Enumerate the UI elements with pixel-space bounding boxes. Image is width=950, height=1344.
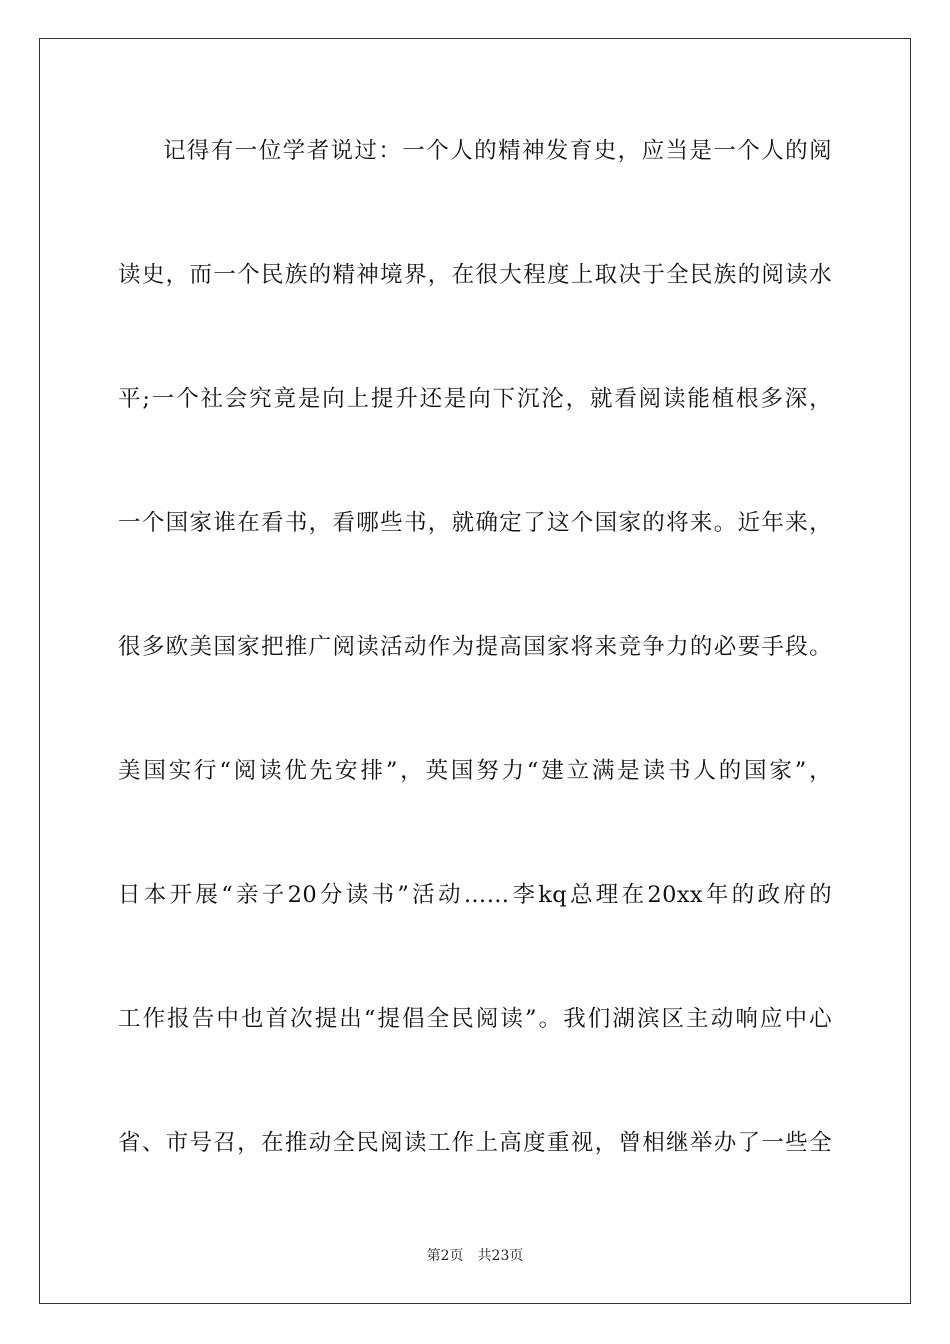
page-suffix: 页 [449, 1248, 464, 1264]
paragraph-line-5: 很多欧美国家把推广阅读活动作为提高国家将来竞争力的必要手段。 [118, 634, 832, 660]
paragraph-line-6: 美国实行“阅读优先安排”，英国努力“建立满是读书人的国家”， [118, 758, 832, 784]
paragraph-line-8: 工作报告中也首次提出“提倡全民阅读”。我们湖滨区主动响应中心 [118, 1006, 832, 1032]
paragraph-line-1: 记得有一位学者说过：一个人的精神发育史，应当是一个人的阅 [163, 138, 832, 164]
total-prefix: 共 [477, 1248, 492, 1264]
page-number: 2 [440, 1248, 450, 1264]
total-pages: 23 [491, 1248, 510, 1264]
page-prefix: 第 [426, 1248, 441, 1264]
paragraph-line-4: 一个国家谁在看书，看哪些书，就确定了这个国家的将来。近年来， [118, 510, 832, 536]
page-border [39, 38, 911, 1304]
paragraph-line-7: 日本开展“亲子20分读书”活动……李kq总理在20xx年的政府的 [118, 882, 832, 908]
paragraph-line-2: 读史，而一个民族的精神境界，在很大程度上取决于全民族的阅读水 [118, 262, 832, 288]
page-footer [0, 1246, 950, 1266]
paragraph-line-3: 平;一个社会究竟是向上提升还是向下沉沦，就看阅读能植根多深， [118, 386, 832, 412]
paragraph-line-9: 省、市号召，在推动全民阅读工作上高度重视，曾相继举办了一些全 [118, 1130, 832, 1156]
total-suffix: 页 [509, 1248, 524, 1264]
